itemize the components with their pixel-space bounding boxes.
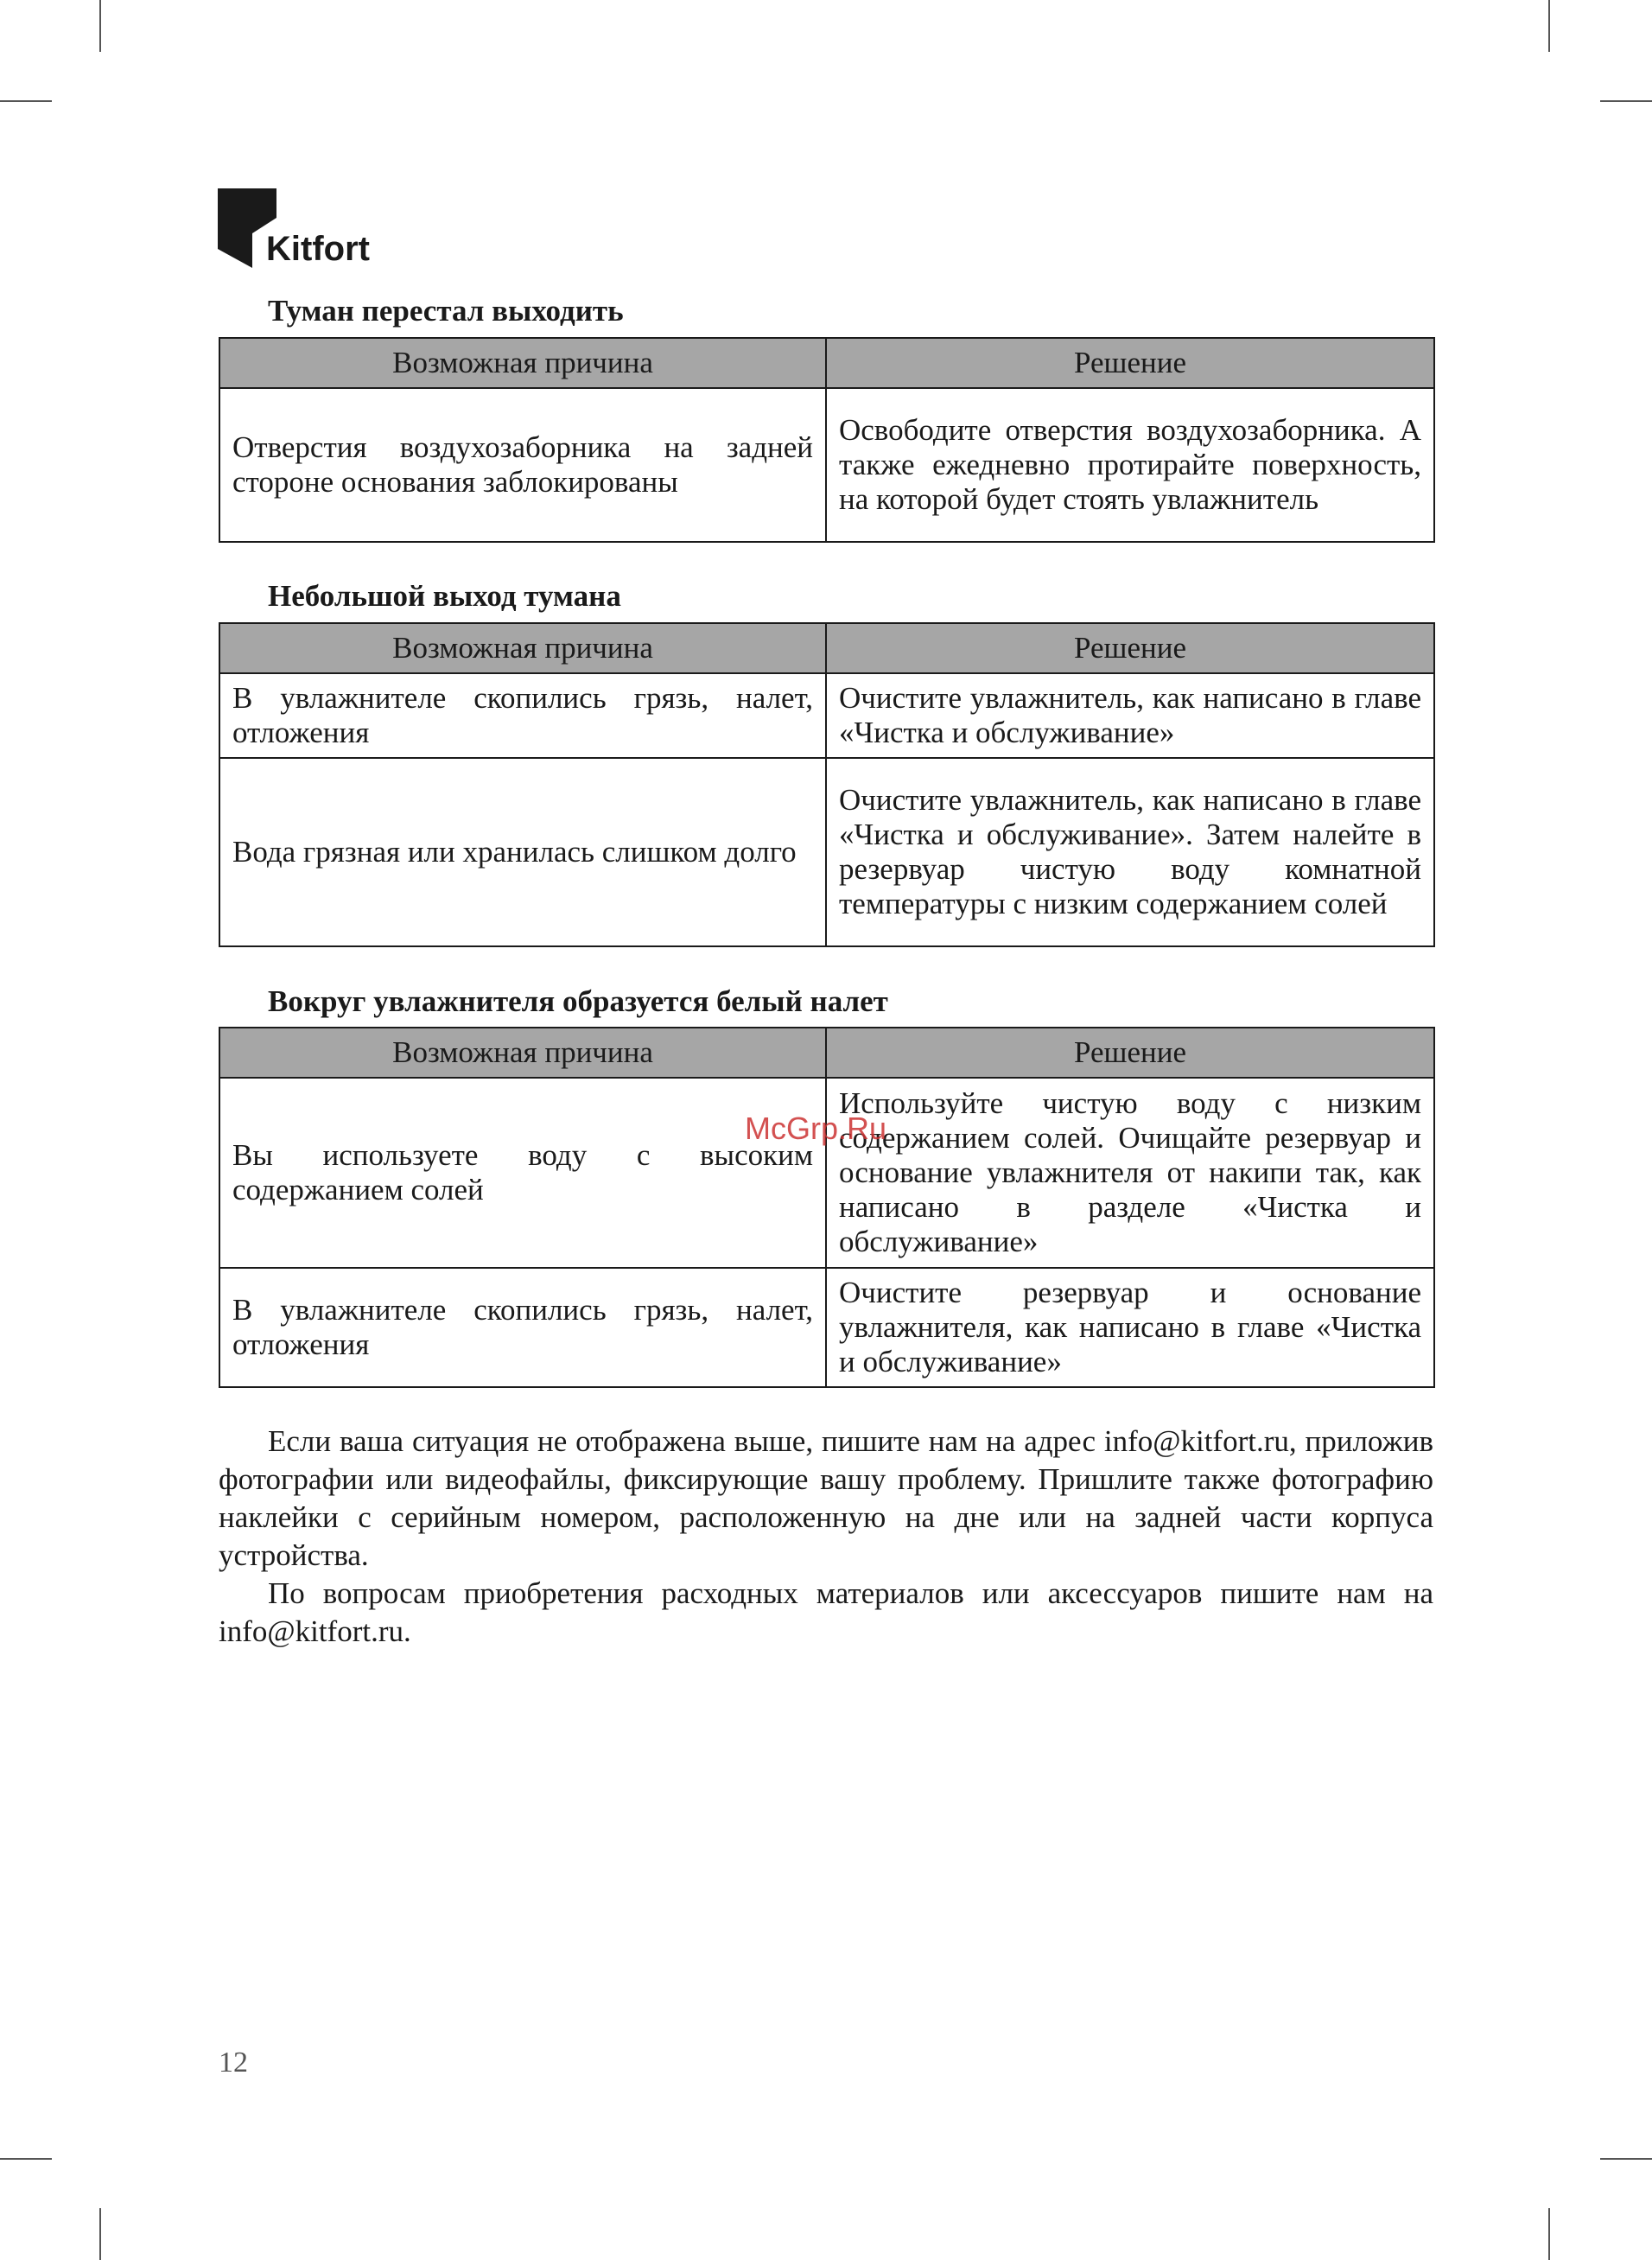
watermark: McGrp.Ru <box>745 1111 887 1146</box>
crop-mark <box>1600 2158 1652 2160</box>
cause-cell: В увлажнителе скопились грязь, налет, отложения <box>219 1268 826 1387</box>
table-row <box>219 673 1434 758</box>
cause-cell: Вода грязная или хранилась слишком долго <box>219 758 826 946</box>
solution-cell: Используйте чистую воду с низким содержанием солей. Очищайте резервуар и основание увлажнителя от накипи так, как написано в разделе «Чистка и обслуживание» <box>826 1078 1434 1268</box>
paragraph: По вопросам приобретения расходных материалов или аксессуаров пишите нам на info@kitfort.ru. <box>219 1576 1433 1648</box>
cause-cell: Вы используете воду с высоким содержанием солей <box>219 1078 826 1268</box>
crop-mark <box>99 2208 101 2260</box>
page-number: 12 <box>219 2047 248 2079</box>
solution-cell: Очистите резервуар и основание увлажнителя, как написано в главе «Чистка и обслуживание» <box>826 1268 1434 1387</box>
crop-mark <box>0 100 52 102</box>
troubleshooting-table <box>219 622 1435 947</box>
table-header-row <box>219 338 1434 388</box>
header-solution: Решение <box>826 623 1434 673</box>
table-header-row <box>219 1028 1434 1078</box>
paragraph: Если ваша ситуация не отображена выше, пишите нам на адрес info@kitfort.ru, приложив фотографии или видеофайлы, фиксирующие вашу проблему. Пришлите также фотографию наклейки с серийным номером, расположенную на дне или на задней части корпуса устройства. <box>219 1424 1433 1572</box>
header-cause: Возможная причина <box>219 1028 826 1078</box>
troubleshooting-table <box>219 1027 1435 1388</box>
table-row <box>219 1268 1434 1387</box>
solution-cell: Очистите увлажнитель, как написано в главе «Чистка и обслуживание» <box>826 673 1434 758</box>
contact-text <box>219 1423 1433 1651</box>
table-row <box>219 1078 1434 1268</box>
header-solution: Решение <box>826 1028 1434 1078</box>
table-row <box>219 388 1434 542</box>
crop-mark <box>1600 100 1652 102</box>
solution-cell: Освободите отверстия воздухозаборника. А также ежедневно протирайте поверхность, на которой будет стоять увлажнитель <box>826 388 1434 542</box>
section-title: Туман перестал выходить <box>268 294 624 328</box>
troubleshooting-table <box>219 337 1435 543</box>
brand-name: Kitfort <box>266 230 370 268</box>
crop-mark <box>0 2158 52 2160</box>
crop-mark <box>99 0 101 52</box>
crop-mark <box>1548 2208 1550 2260</box>
header-cause: Возможная причина <box>219 338 826 388</box>
section-title: Вокруг увлажнителя образуется белый налет <box>268 984 888 1018</box>
cause-cell: Отверстия воздухозаборника на задней стороне основания заблокированы <box>219 388 826 542</box>
table-header-row <box>219 623 1434 673</box>
header-solution: Решение <box>826 338 1434 388</box>
brand-logo <box>218 188 391 275</box>
cause-cell: В увлажнителе скопились грязь, налет, отложения <box>219 673 826 758</box>
crop-mark <box>1548 0 1550 52</box>
header-cause: Возможная причина <box>219 623 826 673</box>
solution-cell: Очистите увлажнитель, как написано в главе «Чистка и обслуживание». Затем налейте в резервуар чистую воду комнатной температуры с низким содержанием солей <box>826 758 1434 946</box>
table-row <box>219 758 1434 946</box>
section-title: Небольшой выход тумана <box>268 579 621 613</box>
